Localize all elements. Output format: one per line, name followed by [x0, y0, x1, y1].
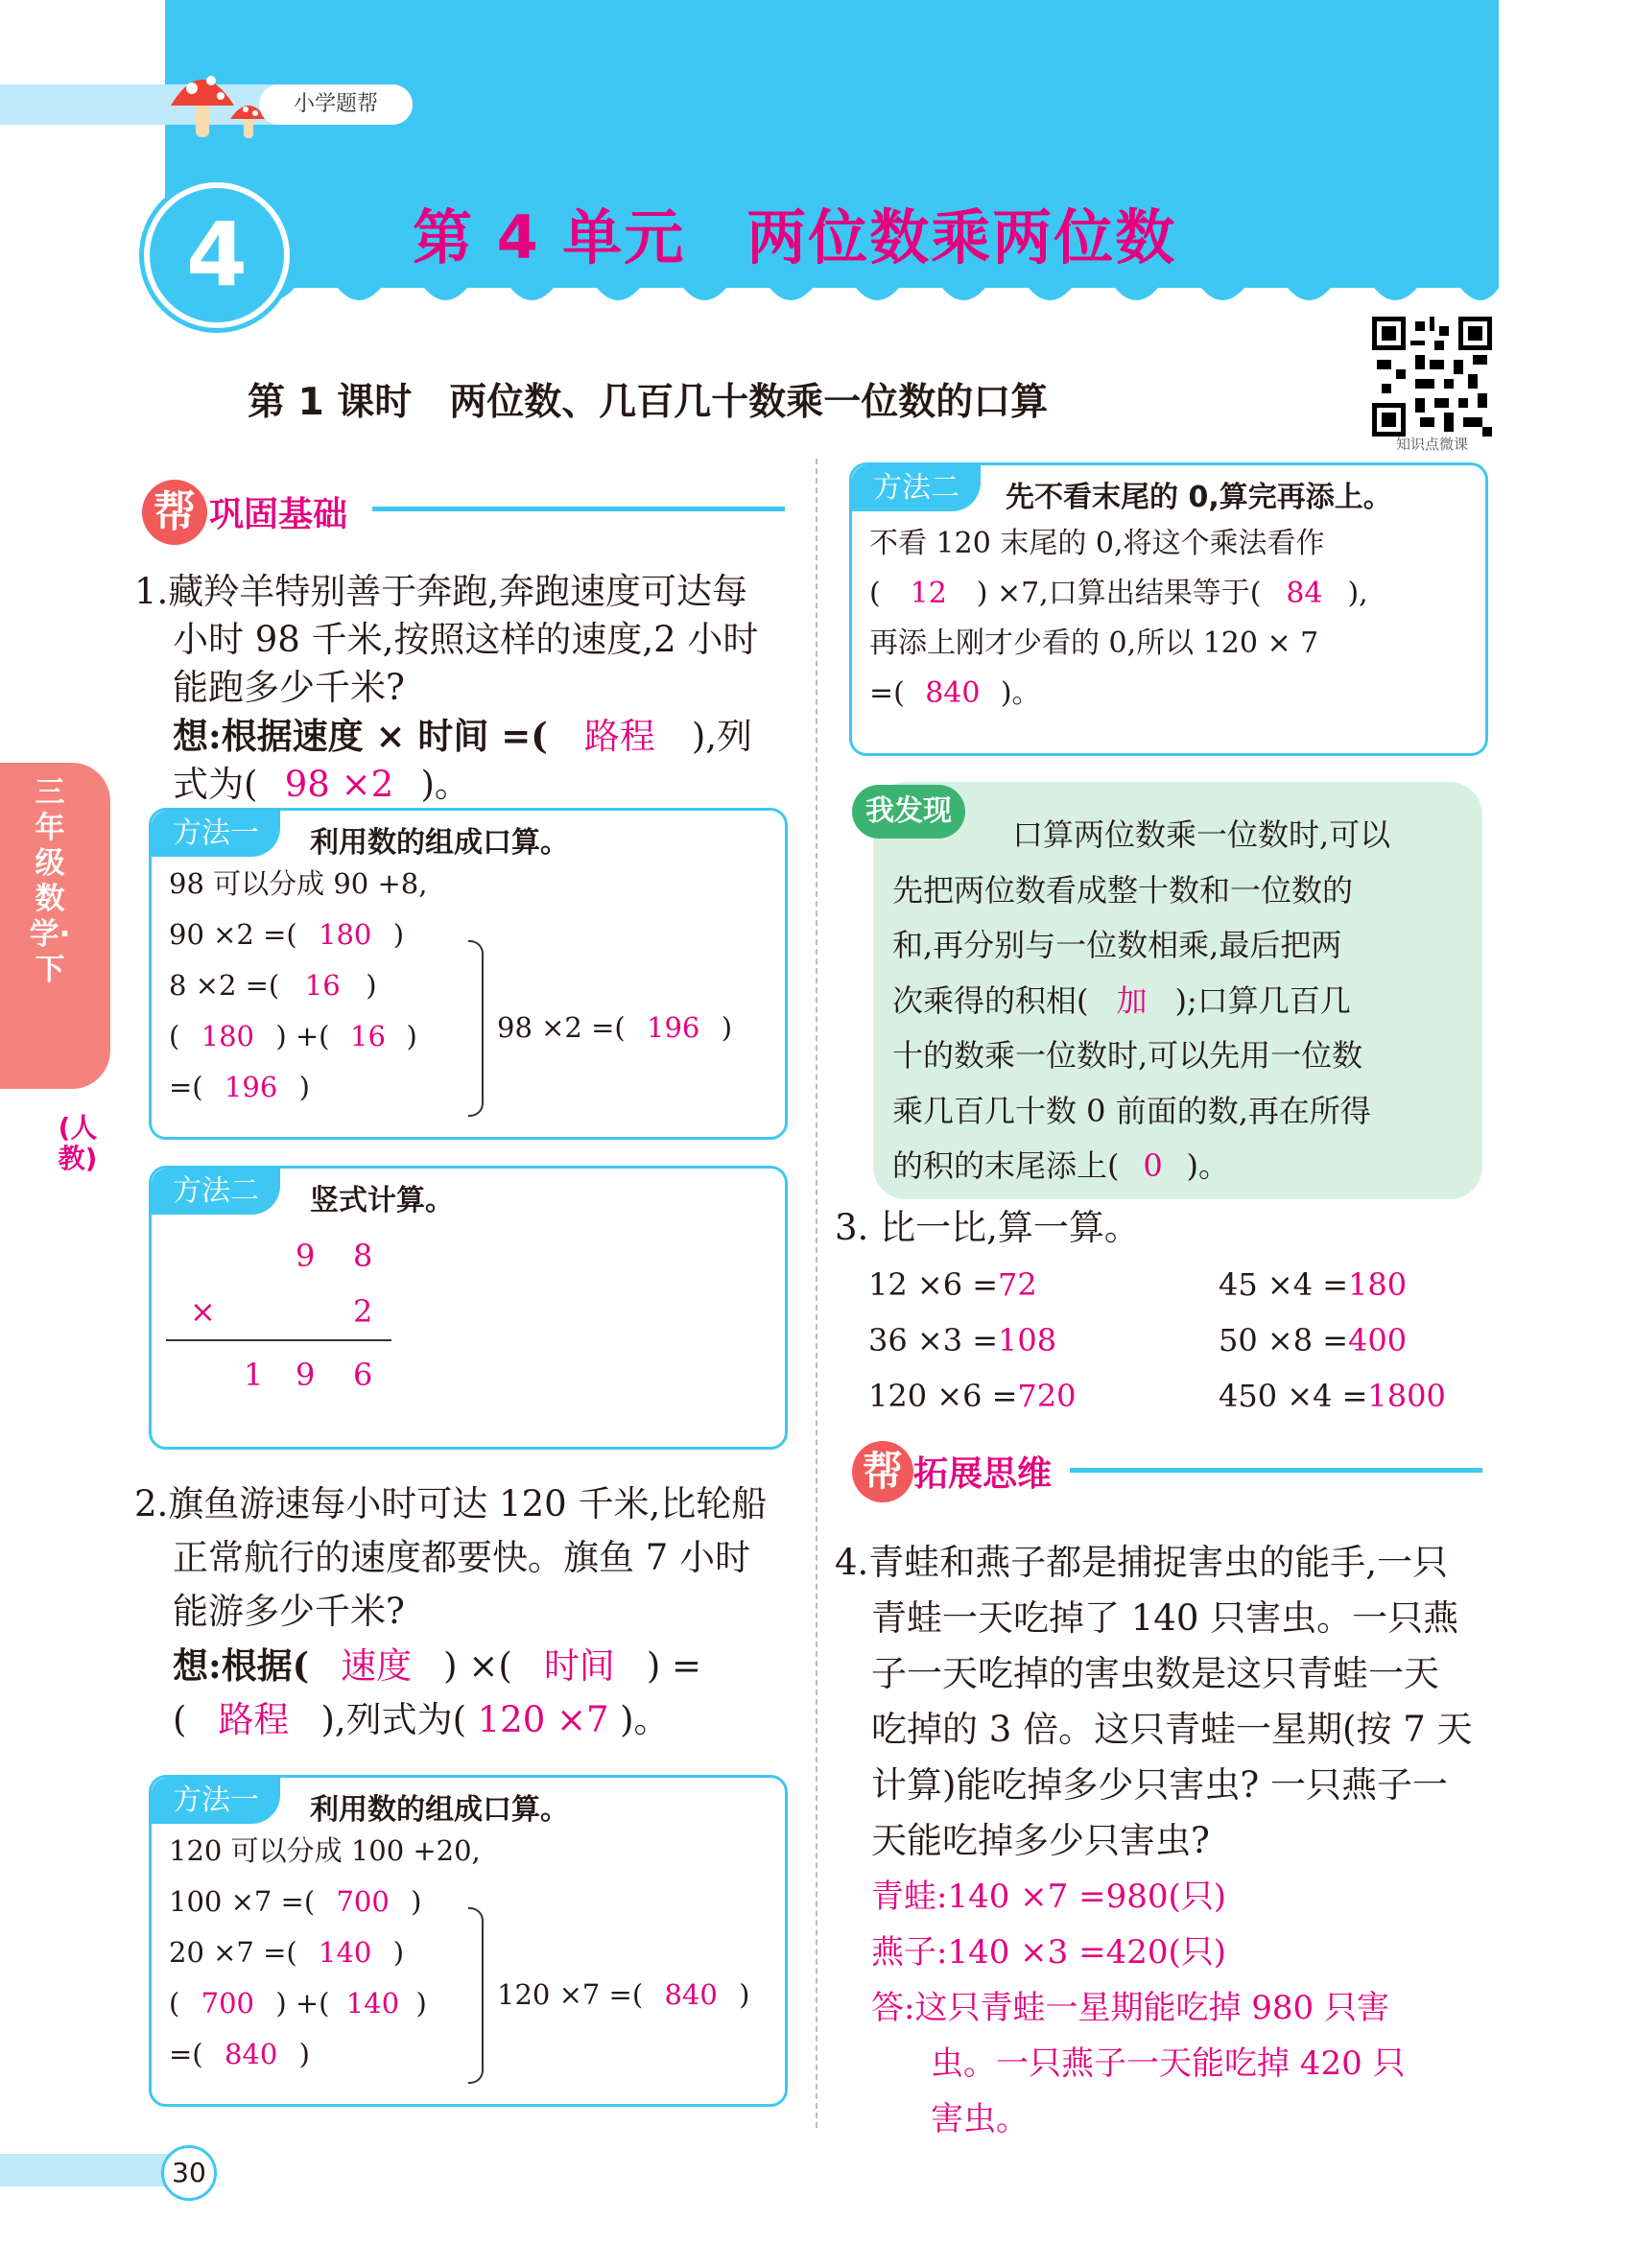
q4-answer: 青蛙:140 ×7 =980(只) — [871, 1878, 1226, 1916]
method-tag: 方法一 — [152, 1778, 280, 1824]
method-box — [149, 808, 788, 1140]
method-line: 再添上刚才少看的 0,所以 120 × 7 — [869, 626, 1319, 660]
calc-row: 100 ×7 =( 700 ) — [169, 1877, 764, 1927]
q4-line: 青蛙一天吃掉了 140 只害虫。一只燕 — [871, 1597, 1459, 1639]
method-box — [149, 1166, 788, 1450]
q2-think: 想:根据( 速度 ) ×( 时间 ) = — [134, 1639, 816, 1693]
calc-row: =( 196 ) — [169, 1062, 764, 1113]
answer-blank[interactable]: 12 — [910, 577, 947, 610]
answer-blank[interactable]: 72 — [998, 1266, 1037, 1303]
vertical-rule — [166, 1339, 391, 1341]
column-divider — [816, 459, 817, 2128]
q4-answer: 燕子:140 ×3 =420(只) — [871, 1933, 1226, 1972]
method-line: =( 840 )。 — [869, 669, 1474, 719]
discover-line: 次乘得的积相( 加 );口算几百几 — [892, 974, 1468, 1029]
question-3-title: 3. 比一比,算一算。 — [835, 1207, 1140, 1248]
vertical-digit: 1 — [244, 1357, 264, 1393]
calc-row: =( 840 ) — [169, 2029, 764, 2080]
split-line: 98 可以分成 90 +8, — [169, 867, 428, 900]
discover-line: 和,再分别与一位数相乘,最后把两 — [892, 927, 1342, 963]
calc-row: 90 ×2 =( 180 ) — [169, 910, 764, 960]
answer-blank[interactable]: 108 — [998, 1322, 1057, 1358]
q1-formula: 式为( 98 ×2 )。 — [134, 761, 816, 809]
method-desc: 利用数的组成口算。 — [310, 826, 569, 860]
discover-text — [892, 808, 1468, 1194]
section-rule — [372, 507, 785, 511]
q2-line: 2.旗鱼游速每小时可达 120 千米,比轮船 — [134, 1483, 768, 1524]
side-grade-label: 三年级数学·下 — [29, 775, 71, 987]
calc-row: 20 ×7 =( 140 ) — [169, 1927, 764, 1978]
answer-blank[interactable]: 840 — [925, 676, 981, 710]
vertical-digit: 9 — [296, 1238, 316, 1274]
answer-blank[interactable]: 路程 — [218, 1699, 290, 1740]
vertical-operator: × — [190, 1293, 216, 1330]
answer-blank[interactable]: 840 — [664, 1978, 718, 2011]
answer-blank[interactable]: 120 ×7 — [477, 1699, 609, 1740]
method-tag: 方法二 — [152, 1169, 280, 1215]
method-desc: 利用数的组成口算。 — [310, 1793, 569, 1827]
q1-think: 想:根据速度 × 时间 =( 路程 ),列 — [134, 712, 816, 761]
answer-blank[interactable]: 180 — [319, 918, 372, 951]
q2-line: 能游多少千米? — [173, 1591, 405, 1632]
answer-blank[interactable]: 180 — [1348, 1266, 1408, 1303]
vertical-digit: 9 — [296, 1357, 316, 1393]
answer-blank[interactable]: 16 — [304, 969, 341, 1002]
brace — [468, 1907, 484, 2084]
brace — [468, 940, 484, 1117]
q3-item: 120 ×6 =720 — [868, 1378, 1077, 1414]
split-line: 120 可以分成 100 +20, — [169, 1834, 481, 1867]
discover-badge: 我发现 — [852, 785, 965, 839]
q3-item: 12 ×6 =72 — [868, 1266, 1037, 1303]
q2-formula: ( 路程 ),列式为( 120 ×7 )。 — [134, 1693, 816, 1747]
method-desc: 先不看末尾的 0,算完再添上。 — [1006, 481, 1392, 514]
method-box — [149, 1775, 788, 2107]
section-title-extend: 拓展思维 — [913, 1454, 1053, 1494]
q4-line: 吃掉的 3 倍。这只青蛙一星期(按 7 天 — [871, 1709, 1473, 1750]
answer-blank[interactable]: 196 — [647, 1011, 700, 1044]
q4-answer: 虫。一只燕子一天能吃掉 420 只 — [931, 2044, 1406, 2083]
method-line: 不看 120 末尾的 0,将这个乘法看作 — [869, 527, 1325, 560]
q3-item: 45 ×4 =180 — [1219, 1266, 1408, 1303]
lesson-title: 第 1 课时 两位数、几百几十数乘一位数的口算 — [248, 381, 1049, 424]
q4-answer: 答:这只青蛙一星期能吃掉 980 只害 — [871, 1989, 1389, 2027]
answer-blank[interactable]: 0 — [1143, 1147, 1163, 1184]
wave-edge — [165, 278, 1499, 317]
calc-total: 98 ×2 =( 196 ) — [497, 1003, 732, 1053]
answer-blank[interactable]: 720 — [1017, 1378, 1077, 1414]
side-edition-label: (人教) — [58, 1112, 98, 1174]
vertical-digit: 2 — [353, 1293, 373, 1330]
vertical-digit: 8 — [353, 1238, 373, 1274]
discover-line: 十的数乘一位数时,可以先用一位数 — [892, 1037, 1363, 1074]
method-tag: 方法二 — [852, 465, 981, 511]
section-badge: 帮 — [142, 480, 207, 545]
calc-row: 8 ×2 =( 16 ) — [169, 960, 764, 1011]
method-body — [169, 1826, 764, 2080]
discover-line: 的积的末尾添上( 0 )。 — [892, 1139, 1468, 1194]
answer-blank[interactable]: 140 — [319, 1936, 372, 1969]
question-1 — [134, 568, 816, 809]
qr-code-icon[interactable] — [1372, 317, 1492, 437]
q4-line: 子一天吃掉的害虫数是这只青蛙一天 — [871, 1653, 1439, 1694]
q1-line: 小时 98 千米,按照这样的速度,2 小时 — [173, 619, 759, 660]
method-box — [849, 462, 1488, 756]
answer-blank[interactable]: 加 — [1116, 981, 1148, 1019]
answer-blank[interactable]: 时间 — [543, 1645, 615, 1687]
question-2 — [134, 1477, 816, 1747]
vertical-digit: 6 — [353, 1357, 373, 1393]
answer-blank[interactable]: 196 — [224, 1071, 278, 1103]
answer-blank[interactable]: 98 ×2 — [284, 764, 394, 805]
page-number: 30 — [161, 2145, 217, 2201]
q4-line: 天能吃掉多少只害虫? — [871, 1820, 1210, 1861]
answer-blank[interactable]: 路程 — [583, 716, 655, 757]
answer-blank[interactable]: 140 — [345, 1987, 400, 2020]
section-title-basic: 巩固基础 — [209, 495, 348, 534]
q4-line: 4.青蛙和燕子都是捕捉害虫的能手,一只 — [835, 1542, 1449, 1583]
q2-line: 正常航行的速度都要快。旗鱼 7 小时 — [173, 1537, 751, 1578]
section-rule — [1070, 1468, 1482, 1473]
q3-item: 36 ×3 =108 — [868, 1322, 1057, 1358]
brand-label: 小学题帮 — [259, 84, 413, 125]
q1-line: 能跑多少千米? — [173, 667, 405, 708]
discover-line: 乘几百几十数 0 前面的数,再在所得 — [892, 1092, 1371, 1129]
method-desc: 竖式计算。 — [310, 1184, 454, 1217]
method-body — [169, 859, 764, 1113]
unit-number-badge: 4 — [144, 182, 290, 328]
method-body — [869, 519, 1474, 719]
answer-blank[interactable]: 84 — [1286, 577, 1323, 610]
q3-item: 50 ×8 =400 — [1219, 1322, 1408, 1358]
calc-row: ( 180 ) +( 16 ) — [169, 1011, 764, 1062]
method-tag: 方法一 — [152, 811, 280, 857]
answer-blank[interactable]: 700 — [336, 1885, 390, 1918]
calc-row: ( 700 ) +( 140 ) — [169, 1978, 764, 2029]
method-line: ( 12 ) ×7,口算出结果等于( 84 ), — [869, 569, 1474, 619]
answer-blank[interactable]: 840 — [224, 2038, 278, 2070]
q4-line: 计算)能吃掉多少只害虫? 一只燕子一 — [871, 1764, 1449, 1806]
discover-line: 口算两位数乘一位数时,可以 — [1012, 816, 1391, 853]
answer-blank[interactable]: 1800 — [1367, 1378, 1446, 1414]
qr-caption: 知识点微课 — [1395, 436, 1468, 453]
q4-answer: 害虫。 — [931, 2100, 1029, 2138]
unit-title: 第 4 单元 两位数乘两位数 — [413, 202, 1177, 272]
answer-blank[interactable]: 180 — [201, 1020, 254, 1052]
calc-total: 120 ×7 =( 840 ) — [497, 1970, 749, 2020]
answer-blank[interactable]: 700 — [201, 1987, 254, 2020]
question-4 — [835, 1535, 1497, 2147]
answer-blank[interactable]: 速度 — [341, 1645, 413, 1687]
discover-line: 先把两位数看成整十数和一位数的 — [892, 871, 1354, 909]
q3-item: 450 ×4 =1800 — [1219, 1378, 1446, 1414]
section-badge: 帮 — [852, 1441, 913, 1502]
answer-blank[interactable]: 400 — [1348, 1322, 1408, 1358]
q1-line: 1.藏羚羊特别善于奔跑,奔跑速度可达每 — [134, 571, 748, 612]
answer-blank[interactable]: 16 — [350, 1020, 386, 1052]
